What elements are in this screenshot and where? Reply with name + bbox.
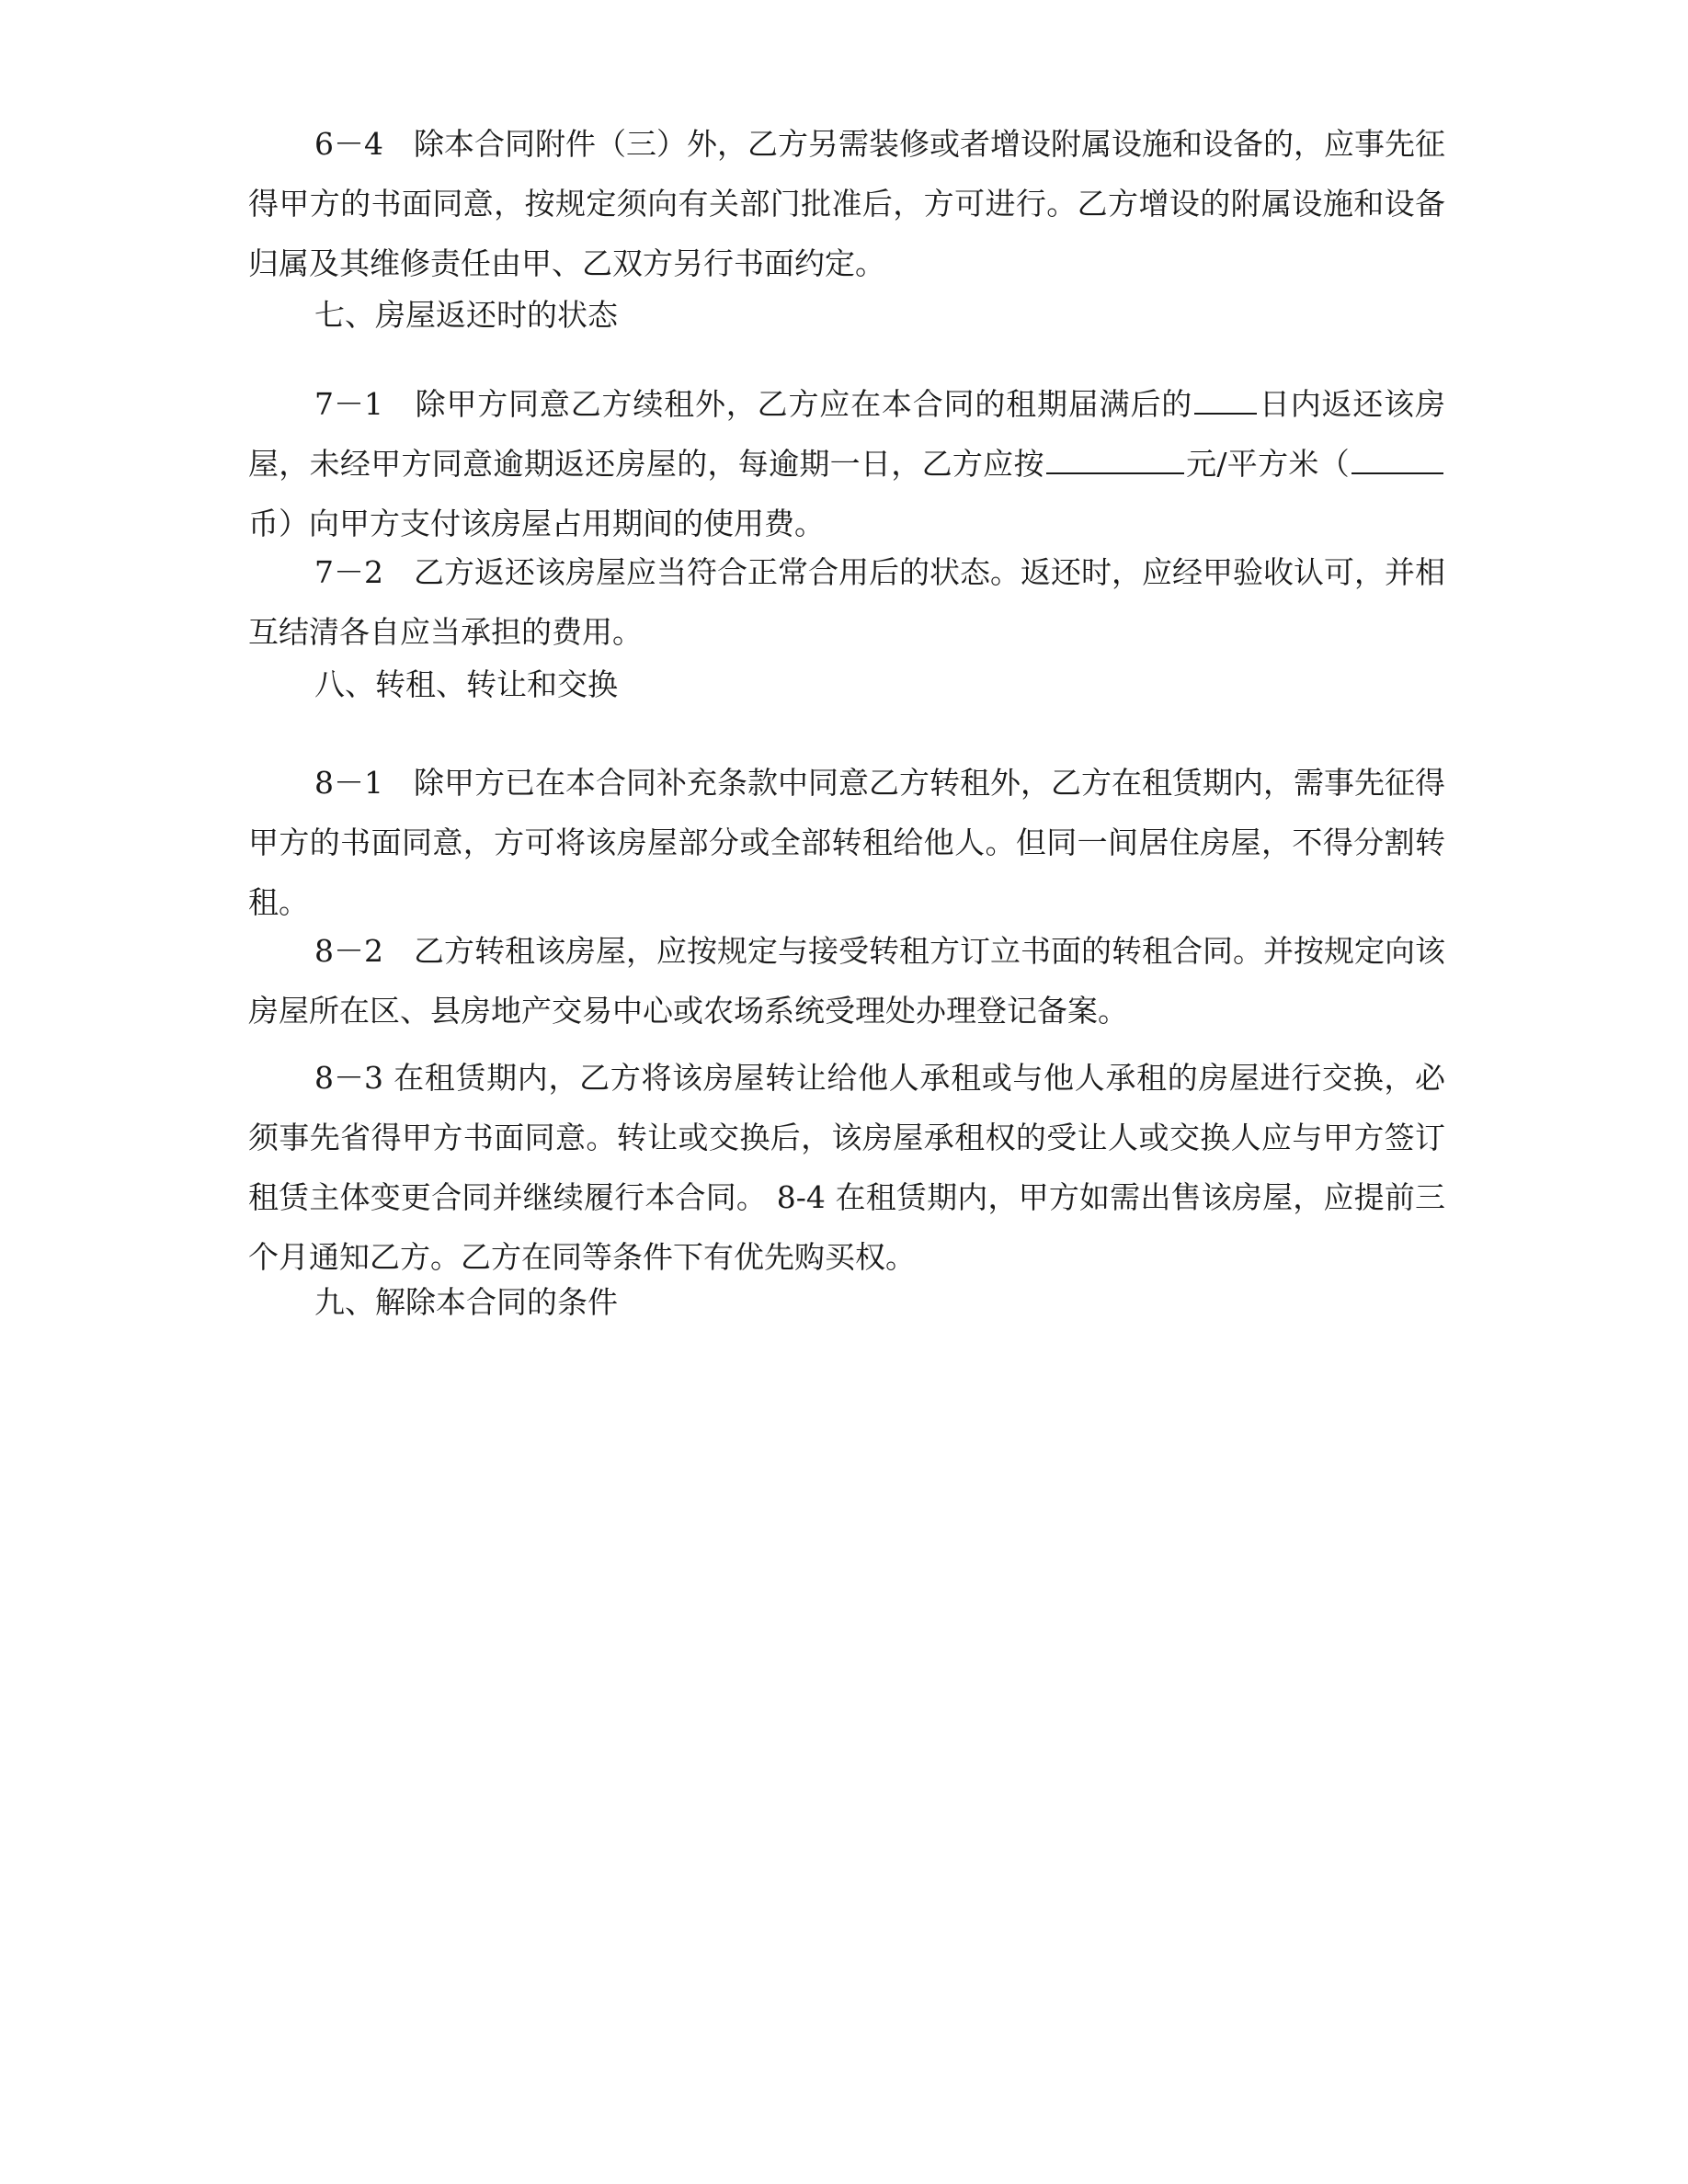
blank-currency (1352, 445, 1443, 474)
clause-8-1: 8－1 除甲方已在本合同补充条款中同意乙方转租外，乙方在租赁期内，需事先征得甲方的书面同意，方可将该房屋部分或全部转租给他人。但同一间居住房屋，不得分割转租。 (248, 765, 1445, 920)
clause-6-4: 6－4 除本合同附件（三）外，乙方另需装修或者增设附属设施和设备的，应事先征得甲方的书面同意，按规定须向有关部门批准后，方可进行。乙方增设的附属设施和设备归属及其维修责任由甲、乙双方另行书面约定。 (248, 126, 1445, 281)
clause-7-2: 7－2 乙方返还该房屋应当符合正常合用后的状态。返还时，应经甲验收认可，并相互结清各自应当承担的费用。 (248, 554, 1445, 650)
clause-8-2: 8－2 乙方转租该房屋，应按规定与接受转租方订立书面的转租合同。并按规定向该房屋所在区、县房地产交易中心或农场系统受理处办理登记备案。 (248, 933, 1445, 1029)
clause-7-1-text-2: 日内返还该房屋，未经甲方同意逾期返还房屋的，每逾期一日，乙方应按 (248, 386, 1446, 482)
clause-7-1 (248, 374, 1445, 553)
section-heading-9: 九、解除本合同的条件 (314, 1284, 618, 1320)
clause-7-1-text-3: 元/平方米（ (1185, 446, 1350, 482)
section-heading-8: 八、转租、转让和交换 (314, 666, 618, 702)
clause-7-1-text-4: 币）向甲方支付该房屋占用期间的使用费。 (248, 506, 825, 541)
document-page (248, 0, 1445, 2184)
clause-8-3: 8－3 在租赁期内，乙方将该房屋转让给他人承租或与他人承租的房屋进行交换，必须事先省得甲方书面同意。转让或交换后，该房屋承租权的受让人或交换人应与甲方签订租赁主体变更合同并继续履行本合同。 8-4 在租赁期内，甲方如需出售该房屋，应提前三个月通知乙方。乙方在同等条件下有优先购买权。 (248, 1060, 1445, 1275)
blank-days (1194, 385, 1257, 415)
section-heading-7: 七、房屋返还时的状态 (314, 297, 618, 333)
blank-fee-per-sqm (1046, 445, 1184, 474)
clause-7-1-text-1: 7－1 除甲方同意乙方续租外，乙方应在本合同的租期届满后的 (314, 386, 1193, 422)
